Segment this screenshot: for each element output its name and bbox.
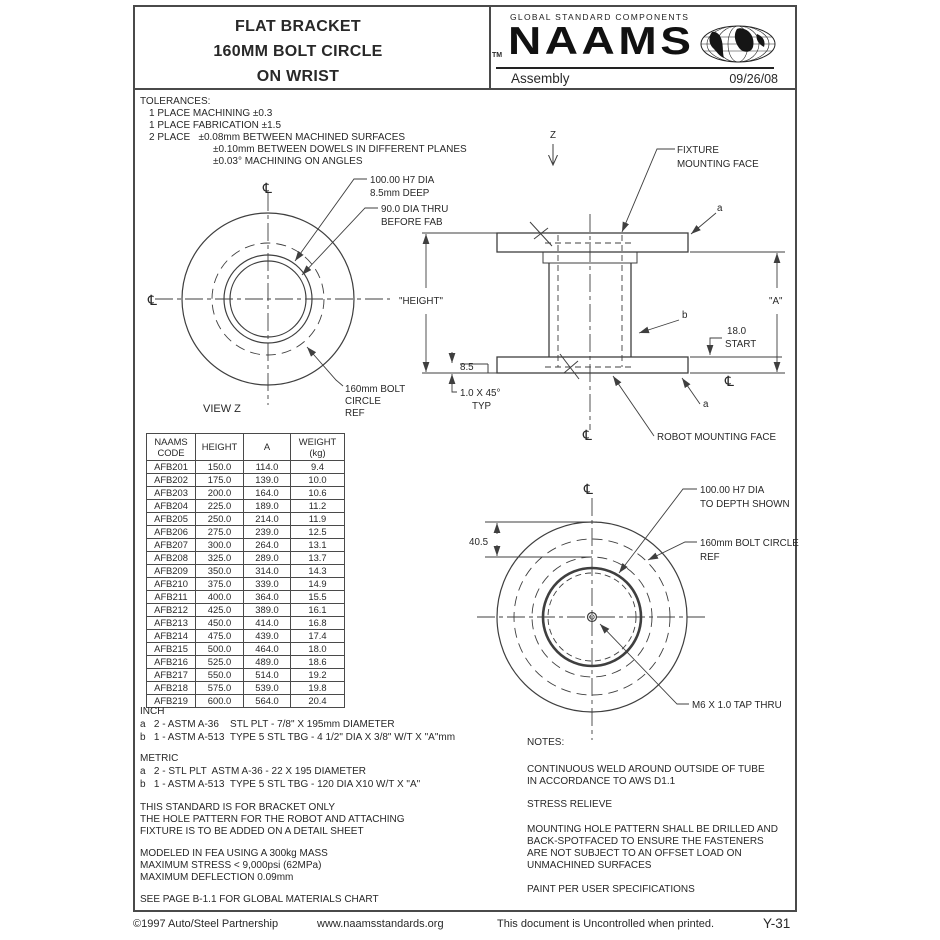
table-cell: 325.0 (196, 552, 244, 565)
table-cell: 539.0 (244, 682, 291, 695)
table-cell: 500.0 (196, 643, 244, 656)
tolerance-line: 2 PLACE ±0.08mm BETWEEN MACHINED SURFACES (149, 132, 406, 143)
remark-line: THIS STANDARD IS FOR BRACKET ONLY (140, 802, 336, 813)
table-cell: 20.4 (291, 695, 345, 708)
bore-dia-label: 100.00 H7 DIA (370, 175, 435, 186)
col-header-code: NAAMS CODE (147, 434, 196, 461)
globe-icon (699, 25, 777, 63)
bolt-circle-label: 160mm BOLT CIRCLE (700, 538, 799, 549)
inch-material-b: b 1 - ASTM A-513 TYPE 5 STL TBG - 4 1/2" DIA X 3/8" W/T X "A"mm (140, 732, 456, 743)
table-cell: 11.2 (291, 500, 345, 513)
table-cell: 16.8 (291, 617, 345, 630)
spec-table-body (147, 461, 345, 708)
table-row (147, 474, 345, 487)
title-line-1: FLAT BRACKET (235, 18, 361, 35)
view-caption: VIEW Z (203, 403, 241, 415)
table-cell: 250.0 (196, 513, 244, 526)
table-cell: 289.0 (244, 552, 291, 565)
table-cell: 389.0 (244, 604, 291, 617)
height-dim-label: "HEIGHT" (399, 296, 443, 307)
table-cell: 12.5 (291, 526, 345, 539)
table-cell: AFB216 (147, 656, 196, 669)
bore-dia-label: 100.00 H7 DIA (700, 485, 765, 496)
brand-tagline: GLOBAL STANDARD COMPONENTS (510, 12, 690, 22)
table-cell: 514.0 (244, 669, 291, 682)
category-label: Assembly (511, 71, 570, 86)
revision-date: 09/26/08 (729, 72, 778, 86)
note-line: UNMACHINED SURFACES (527, 860, 652, 871)
bore-depth-label: 8.5mm DEEP (370, 188, 430, 199)
table-cell: AFB214 (147, 630, 196, 643)
robot-face-label: ROBOT MOUNTING FACE (657, 432, 777, 443)
col-header-weight: WEIGHT (kg) (291, 434, 345, 461)
table-row (147, 669, 345, 682)
table-cell: 575.0 (196, 682, 244, 695)
table-cell: AFB205 (147, 513, 196, 526)
tap-label: M6 X 1.0 TAP THRU (692, 700, 782, 711)
table-cell: 275.0 (196, 526, 244, 539)
table-cell: AFB208 (147, 552, 196, 565)
start-dim-label: START (725, 339, 757, 350)
table-cell: AFB211 (147, 591, 196, 604)
table-cell: AFB219 (147, 695, 196, 708)
table-cell: 14.3 (291, 565, 345, 578)
fixture-face-label: MOUNTING FACE (677, 159, 759, 170)
start-dim-value: 18.0 (727, 326, 747, 337)
chamfer-dim-label: 1.0 X 45° (460, 388, 501, 399)
table-cell: 11.9 (291, 513, 345, 526)
table-cell: AFB206 (147, 526, 196, 539)
metric-title: METRIC (140, 753, 179, 764)
remark-line: FIXTURE IS TO BE ADDED ON A DETAIL SHEET (140, 826, 364, 837)
note-line: IN ACCORDANCE TO AWS D1.1 (527, 776, 676, 787)
note-line: MOUNTING HOLE PATTERN SHALL BE DRILLED AND (527, 824, 778, 835)
centerline-icon: ℄ (582, 482, 595, 498)
table-cell: AFB215 (147, 643, 196, 656)
table-row (147, 487, 345, 500)
table-cell: 214.0 (244, 513, 291, 526)
table-row (147, 695, 345, 708)
table-cell: 9.4 (291, 461, 345, 474)
note-line: STRESS RELIEVE (527, 799, 613, 810)
table-cell: 439.0 (244, 630, 291, 643)
step-dim-label: 8.5 (460, 362, 474, 373)
title-line-2: 160MM BOLT CIRCLE (213, 43, 383, 60)
z-axis-label: Z (550, 130, 556, 141)
see-page-note: SEE PAGE B-1.1 FOR GLOBAL MATERIALS CHART (140, 894, 379, 905)
table-cell: 13.7 (291, 552, 345, 565)
table-cell: 10.0 (291, 474, 345, 487)
table-cell: 16.1 (291, 604, 345, 617)
table-cell: AFB210 (147, 578, 196, 591)
table-cell: 489.0 (244, 656, 291, 669)
table-cell: 139.0 (244, 474, 291, 487)
table-cell: 300.0 (196, 539, 244, 552)
bottom-view-drawing (455, 452, 800, 744)
a-dim-label: "A" (769, 296, 783, 307)
note-line: PAINT PER USER SPECIFICATIONS (527, 884, 695, 895)
table-cell: 400.0 (196, 591, 244, 604)
bottom-view-geometry (477, 489, 705, 740)
trademark-label: TM (492, 52, 503, 59)
thru-dia-label: 90.0 DIA THRU (381, 204, 449, 215)
material-callout-a: a (703, 399, 709, 410)
table-cell: 464.0 (244, 643, 291, 656)
header-divider (489, 5, 491, 90)
copyright-text: ©1997 Auto/Steel Partnership (133, 918, 279, 930)
table-row (147, 500, 345, 513)
remark-line: THE HOLE PATTERN FOR THE ROBOT AND ATTACHING (140, 814, 405, 825)
table-cell: 19.2 (291, 669, 345, 682)
table-cell: 18.0 (291, 643, 345, 656)
col-header-height: HEIGHT (196, 434, 244, 461)
table-cell: 114.0 (244, 461, 291, 474)
table-cell: 350.0 (196, 565, 244, 578)
table-cell: 18.6 (291, 656, 345, 669)
table-row (147, 552, 345, 565)
inch-material-a: a 2 - ASTM A-36 STL PLT - 7/8" X 195mm DIAMETER (140, 719, 395, 730)
table-cell: 314.0 (244, 565, 291, 578)
table-cell: AFB217 (147, 669, 196, 682)
centerline-icon: ℄ (723, 374, 736, 390)
uncontrolled-disclaimer: This document is Uncontrolled when printed. (497, 918, 715, 930)
table-cell: 239.0 (244, 526, 291, 539)
bolt-circle-label: REF (345, 408, 365, 419)
view-z-geometry (155, 179, 390, 405)
table-row (147, 578, 345, 591)
bolt-circle-label: 160mm BOLT (345, 384, 406, 395)
section-drawing (395, 118, 795, 450)
table-cell: 13.1 (291, 539, 345, 552)
table-cell: 414.0 (244, 617, 291, 630)
table-cell: 525.0 (196, 656, 244, 669)
table-cell: 375.0 (196, 578, 244, 591)
table-cell: 425.0 (196, 604, 244, 617)
table-cell: 10.6 (291, 487, 345, 500)
centerline-icon: ℄ (581, 428, 594, 444)
table-row (147, 565, 345, 578)
inch-title: INCH (140, 706, 165, 717)
table-row (147, 526, 345, 539)
table-cell: 475.0 (196, 630, 244, 643)
table-cell: 17.4 (291, 630, 345, 643)
bolt-circle-label: CIRCLE (345, 396, 381, 407)
table-row (147, 539, 345, 552)
brand-underline (496, 67, 774, 69)
fea-line: MAXIMUM DEFLECTION 0.09mm (140, 872, 294, 883)
spec-table (146, 433, 345, 708)
table-cell: 264.0 (244, 539, 291, 552)
website-url: www.naamsstandards.org (317, 918, 444, 930)
bolt-circle-ref-label: REF (700, 552, 720, 563)
table-cell: 550.0 (196, 669, 244, 682)
thru-note-label: BEFORE FAB (381, 217, 443, 228)
metric-material-b: b 1 - ASTM A-513 TYPE 5 STL TBG - 120 DIA X10 W/T X "A" (140, 779, 421, 790)
tolerance-line: ±0.03° MACHINING ON ANGLES (213, 156, 363, 167)
fea-line: MODELED IN FEA USING A 300kg MASS (140, 848, 328, 859)
col-header-a: A (244, 434, 291, 461)
table-cell: AFB201 (147, 461, 196, 474)
table-row (147, 604, 345, 617)
tolerance-line: ±0.10mm BETWEEN DOWELS IN DIFFERENT PLANES (213, 144, 467, 155)
table-cell: AFB207 (147, 539, 196, 552)
table-row (147, 461, 345, 474)
globe-continents (709, 28, 764, 58)
material-callout-a: a (717, 203, 723, 214)
table-cell: AFB203 (147, 487, 196, 500)
table-row (147, 656, 345, 669)
note-line: ARE NOT SUBJECT TO AN OFFSET LOAD ON (527, 848, 742, 859)
note-line: BACK-SPOTFACED TO ENSURE THE FASTENERS (527, 836, 764, 847)
table-row (147, 630, 345, 643)
table-row (147, 643, 345, 656)
table-cell: AFB204 (147, 500, 196, 513)
table-cell: 564.0 (244, 695, 291, 708)
table-cell: AFB202 (147, 474, 196, 487)
table-cell: 14.9 (291, 578, 345, 591)
centerline-icon: ℄ (146, 293, 159, 309)
table-row (147, 513, 345, 526)
table-cell: 19.8 (291, 682, 345, 695)
centerline-icon: ℄ (261, 181, 274, 197)
tolerance-line: 1 PLACE FABRICATION ±1.5 (149, 120, 282, 131)
table-cell: 15.5 (291, 591, 345, 604)
table-cell: 150.0 (196, 461, 244, 474)
tolerance-line: 1 PLACE MACHINING ±0.3 (149, 108, 273, 119)
metric-material-a: a 2 - STL PLT ASTM A-36 - 22 X 195 DIAMETER (140, 766, 367, 777)
tolerances-title: TOLERANCES: (140, 96, 211, 107)
table-cell: 175.0 (196, 474, 244, 487)
table-cell: AFB209 (147, 565, 196, 578)
table-cell: AFB213 (147, 617, 196, 630)
table-cell: 189.0 (244, 500, 291, 513)
spec-table-header-row (147, 434, 345, 461)
table-cell: AFB218 (147, 682, 196, 695)
page-code: Y-31 (763, 916, 791, 931)
material-callout-b: b (682, 310, 688, 321)
page-title (133, 14, 463, 89)
note-line: CONTINUOUS WELD AROUND OUTSIDE OF TUBE (527, 764, 765, 775)
fea-line: MAXIMUM STRESS < 9,000psi (62MPa) (140, 860, 322, 871)
table-cell: 164.0 (244, 487, 291, 500)
notes-title: NOTES: (527, 737, 565, 748)
table-row (147, 682, 345, 695)
table-row (147, 617, 345, 630)
bore-depth-label: TO DEPTH SHOWN (700, 499, 790, 510)
fixture-face-label: FIXTURE (677, 145, 719, 156)
table-cell: 600.0 (196, 695, 244, 708)
table-cell: AFB212 (147, 604, 196, 617)
depth-dim-label: 40.5 (469, 537, 489, 548)
title-line-3: ON WRIST (256, 68, 340, 85)
table-cell: 339.0 (244, 578, 291, 591)
table-row (147, 591, 345, 604)
chamfer-typ-label: TYP (472, 401, 492, 412)
brand-logo-text: NAAMS (508, 20, 695, 63)
table-cell: 450.0 (196, 617, 244, 630)
table-cell: 225.0 (196, 500, 244, 513)
table-cell: 200.0 (196, 487, 244, 500)
table-cell: 364.0 (244, 591, 291, 604)
